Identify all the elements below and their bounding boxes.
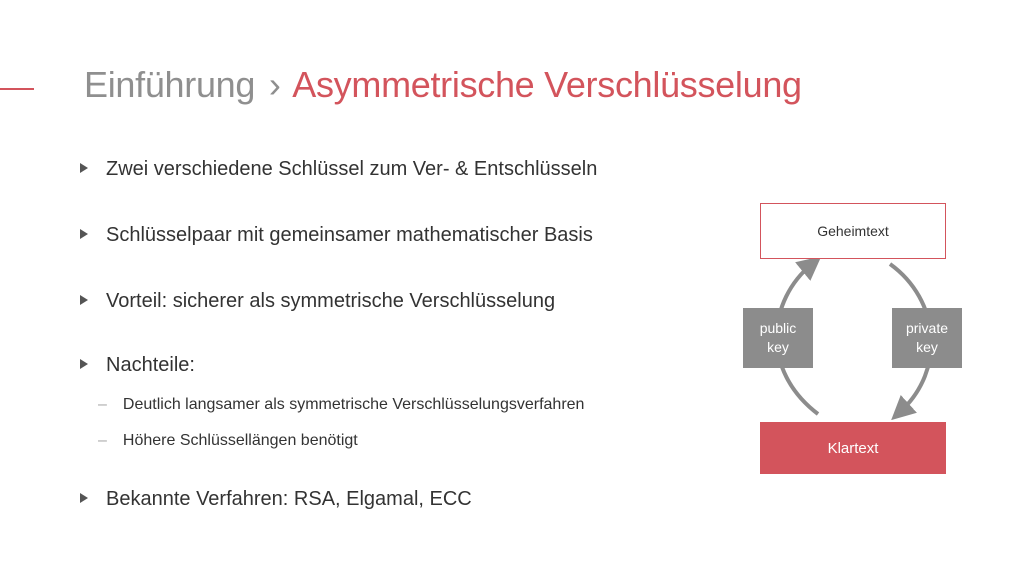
triangle-bullet-icon [80, 295, 88, 305]
title-topic: Asymmetrische Verschlüsselung [292, 64, 802, 105]
sub-bullet-item [98, 432, 358, 450]
private-key-box [892, 308, 962, 368]
sub-bullet-item [98, 396, 584, 414]
accent-line [0, 88, 34, 90]
public-key-box [743, 308, 813, 368]
triangle-bullet-icon [80, 359, 88, 369]
private-key-label-line1: private [905, 320, 949, 336]
bullet-item [80, 224, 593, 247]
bullet-text: Bekannte Verfahren: RSA, Elgamal, ECC [106, 488, 472, 510]
public-key-label-line1: public [759, 320, 797, 336]
sub-bullet-text: Deutlich langsamer als symmetrische Verschlüsselungsverfahren [122, 396, 585, 413]
page-title [84, 64, 802, 106]
triangle-bullet-icon [80, 163, 88, 173]
dash-bullet-icon: – [98, 432, 107, 449]
encryption-diagram [740, 200, 970, 480]
bullet-item [80, 354, 195, 377]
sub-bullet-text: Höhere Schlüssellängen benötigt [122, 432, 358, 449]
triangle-bullet-icon [80, 229, 88, 239]
private-key-label-line2: key [916, 339, 938, 355]
bullet-text: Nachteile: [106, 354, 195, 376]
ciphertext-label: Geheimtext [817, 223, 889, 239]
plaintext-label: Klartext [827, 439, 879, 457]
bullet-text: Zwei verschiedene Schlüssel zum Ver- & Entschlüsseln [106, 158, 598, 180]
plaintext-box [760, 422, 946, 474]
bullet-text: Vorteil: sicherer als symmetrische Verschlüsselung [106, 290, 556, 312]
bullet-text: Schlüsselpaar mit gemeinsamer mathematischer Basis [106, 224, 593, 246]
title-breadcrumb: Einführung [84, 64, 256, 105]
public-key-label-line2: key [767, 339, 789, 355]
ciphertext-box [760, 203, 946, 259]
dash-bullet-icon: – [98, 396, 107, 413]
breadcrumb-separator: › [268, 64, 281, 105]
bullet-item [80, 290, 555, 313]
bullet-item [80, 158, 597, 181]
bullet-item [80, 488, 472, 511]
triangle-bullet-icon [80, 493, 88, 503]
